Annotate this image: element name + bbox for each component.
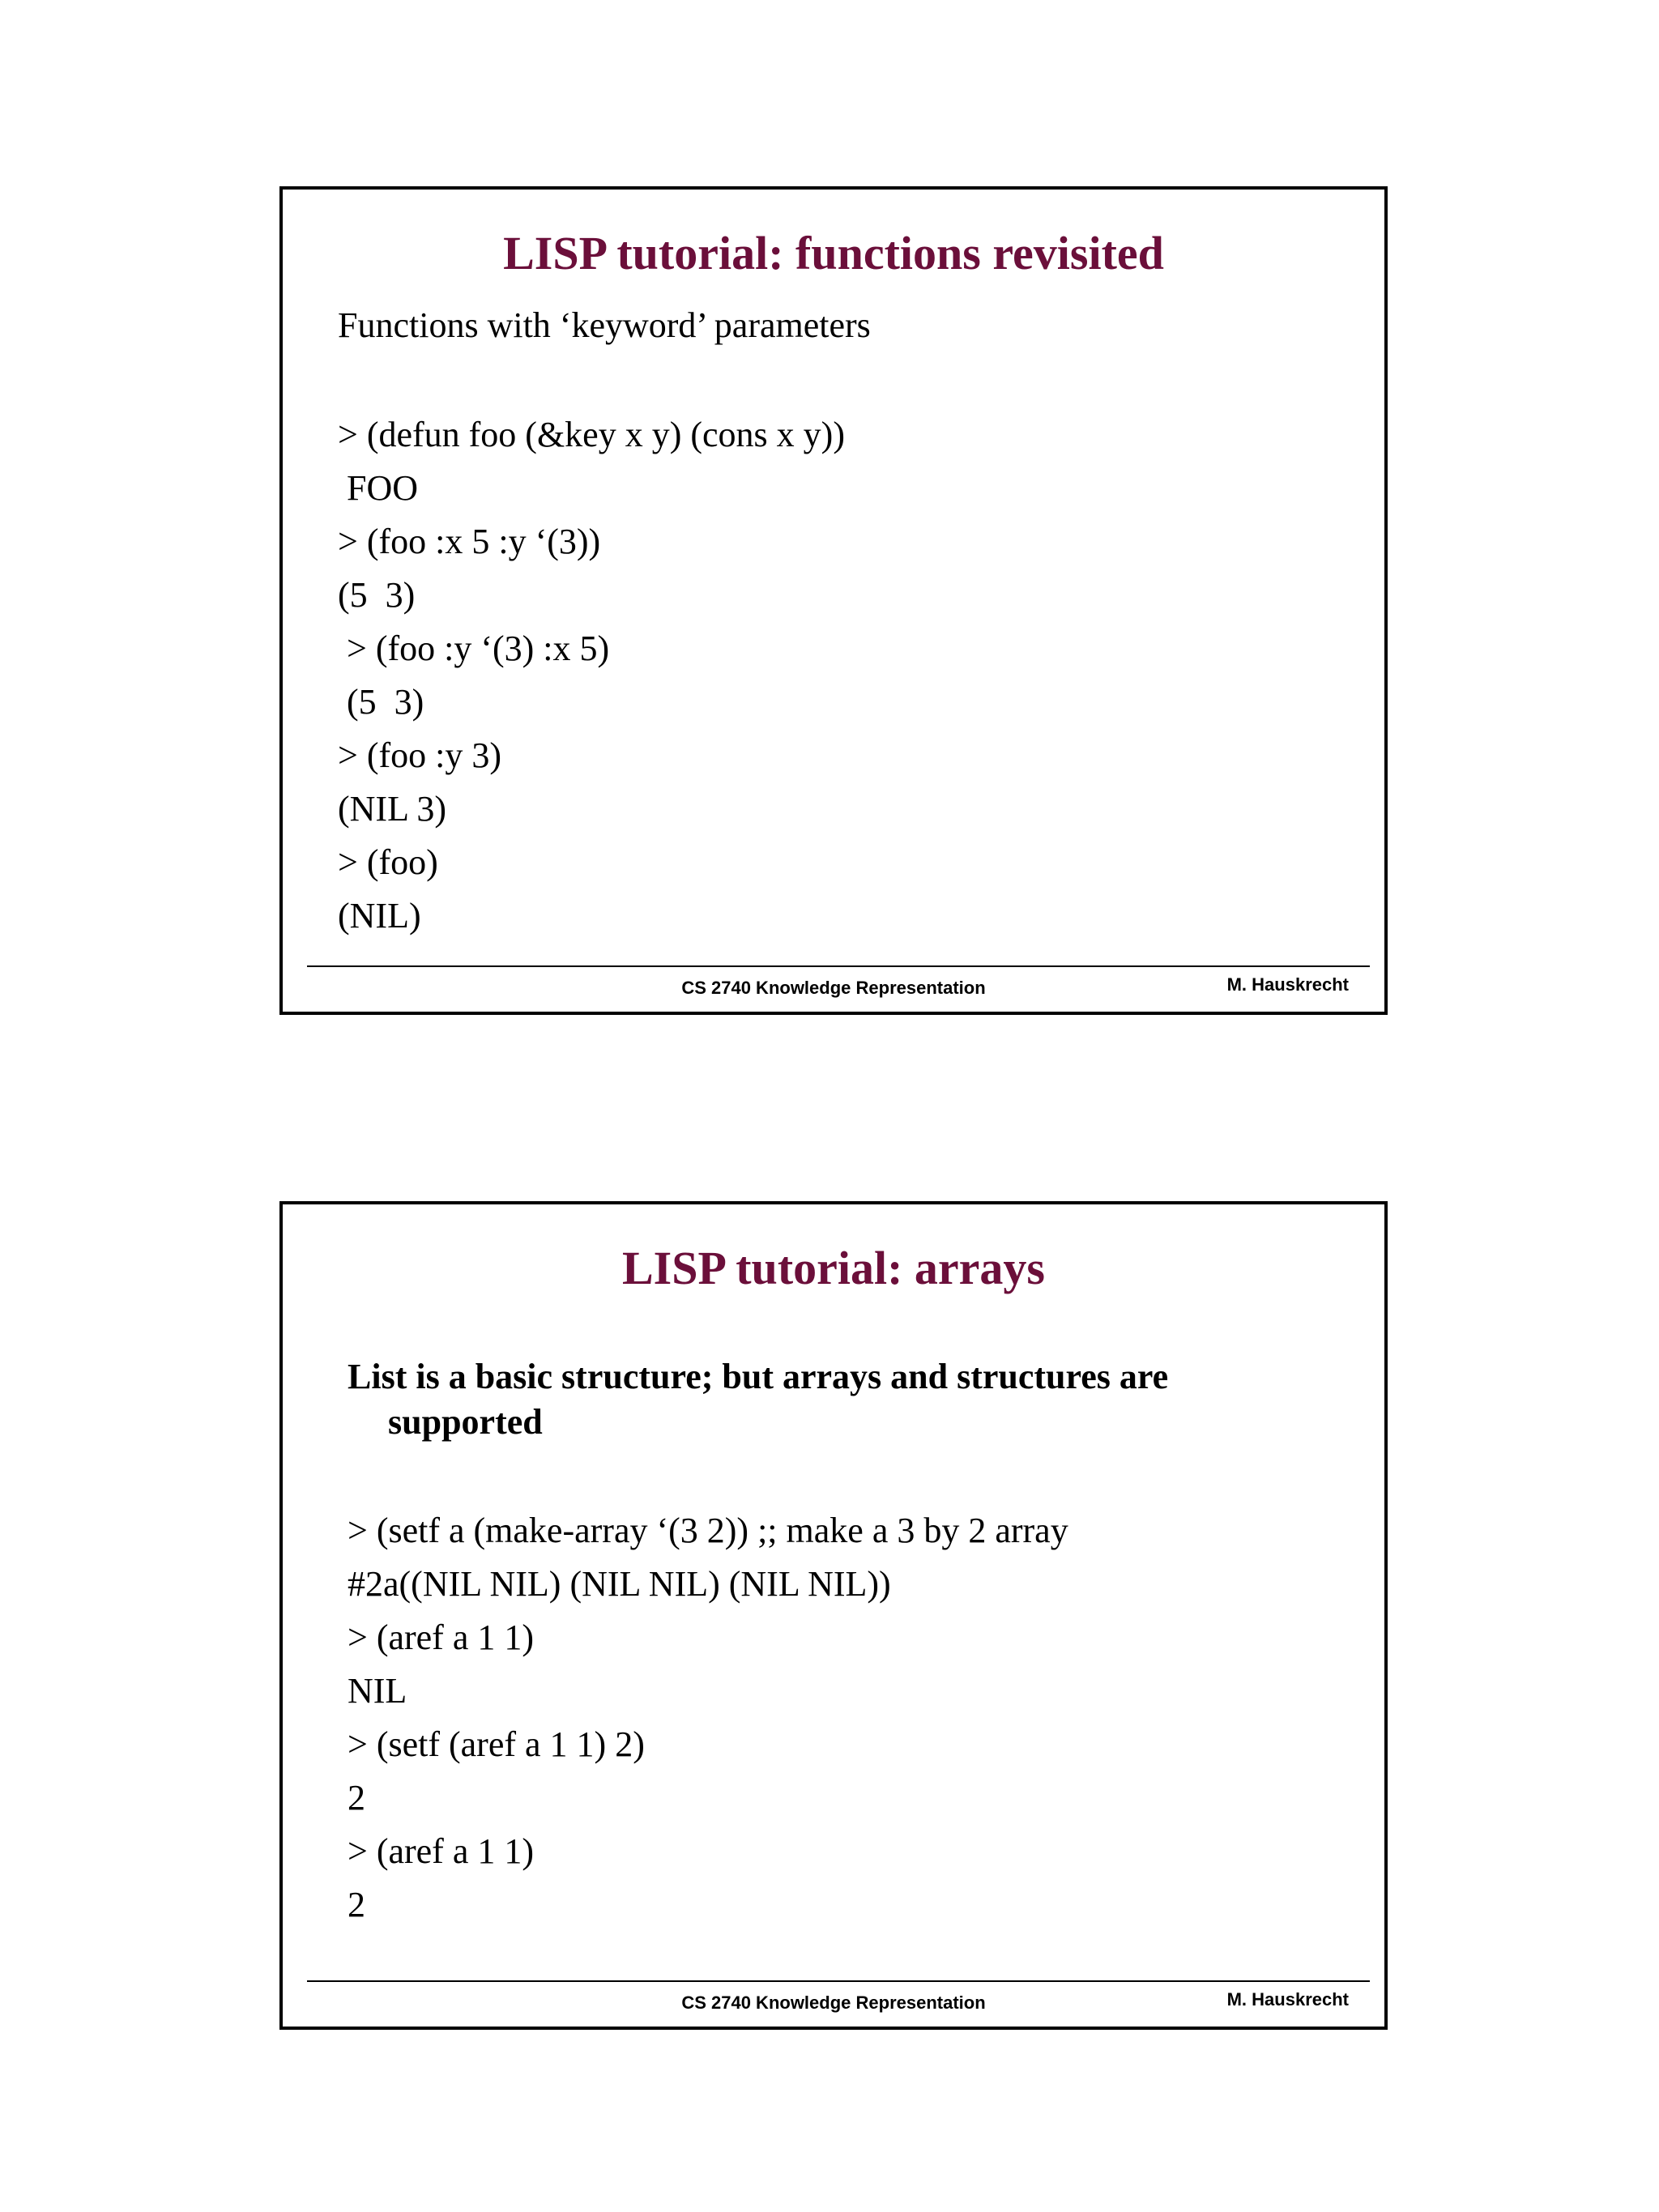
code-line: 2 [348, 1778, 365, 1818]
code-line: > (setf a (make-array ‘(3 2)) ;; make a 3 by 2 array [348, 1511, 1068, 1550]
code-listing [338, 408, 845, 943]
code-line: (5 3) [338, 682, 424, 722]
code-line: (NIL) [338, 896, 421, 936]
footer-author: M. Hauskrecht [1226, 974, 1349, 995]
code-line: > (foo) [338, 842, 438, 882]
code-line: > (aref a 1 1) [348, 1831, 535, 1871]
code-line: > (setf (aref a 1 1) 2) [348, 1724, 645, 1764]
slide-title: LISP tutorial: functions revisited [503, 227, 1164, 279]
footer-course: CS 2740 Knowledge Representation [681, 978, 986, 998]
slide-functions-revisited [279, 186, 1388, 1015]
footer-divider [307, 965, 1370, 967]
slide-subtitle-line2: supported [388, 1402, 543, 1442]
slide-subtitle-line1: List is a basic structure; but arrays and structures are [348, 1357, 1169, 1396]
code-line: > (defun foo (&key x y) (cons x y)) [338, 415, 845, 454]
code-line: (5 3) [338, 575, 416, 615]
footer-author: M. Hauskrecht [1226, 1989, 1349, 2010]
code-line: FOO [338, 468, 419, 508]
slide-subtitle [348, 1354, 1303, 1445]
code-line: > (foo :y ‘(3) :x 5) [338, 629, 610, 668]
code-line: NIL [348, 1671, 407, 1711]
slide-title: LISP tutorial: arrays [622, 1242, 1045, 1294]
code-line: #2a((NIL NIL) (NIL NIL) (NIL NIL)) [348, 1564, 891, 1604]
code-line: > (foo :x 5 :y ‘(3)) [338, 522, 601, 561]
footer-course: CS 2740 Knowledge Representation [681, 1993, 986, 2013]
footer-divider [307, 1980, 1370, 1982]
code-line: (NIL 3) [338, 789, 446, 829]
code-line: 2 [348, 1885, 365, 1924]
slide-subtitle: Functions with ‘keyword’ parameters [338, 305, 871, 345]
slide-arrays [279, 1201, 1388, 2030]
code-listing [348, 1504, 1068, 1932]
code-line: > (foo :y 3) [338, 735, 501, 775]
code-line: > (aref a 1 1) [348, 1617, 535, 1657]
